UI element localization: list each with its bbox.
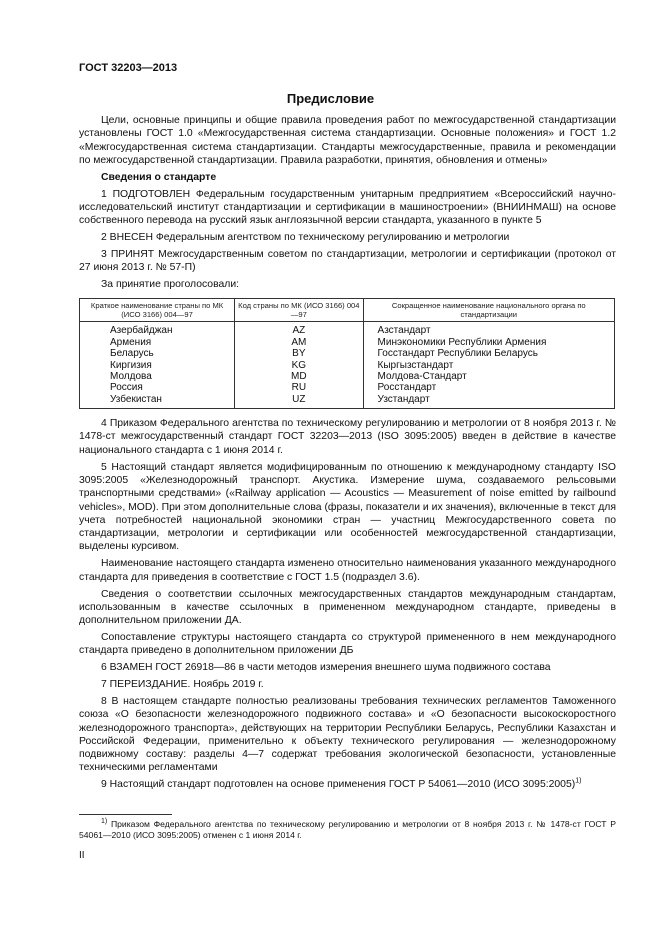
table-row	[80, 371, 615, 382]
country-cell: Молдова	[80, 371, 235, 382]
footnote-mark: 1)	[101, 818, 108, 826]
document-code-header: ГОСТ 32203—2013	[79, 62, 178, 74]
footnote-reference[interactable]: 1)	[575, 777, 582, 785]
table-row	[80, 348, 615, 359]
country-cell: Киргизия	[80, 360, 235, 371]
table-row	[80, 394, 615, 409]
table-header-code: Код страны по МК (ИСО 3166) 004—97	[235, 298, 363, 322]
code-cell: UZ	[235, 394, 363, 409]
item-8: 8 В настоящем стандарте полностью реализованы требования технических регламентов Таможенного союза «О безопасности железнодорожного подвижного состава» и «О безопасности высокоскоростного железнодорожного транспорта», действующих на территории Республики Беларусь, Республики Казахстан и Российской Федерации, применительно к объекту технического регулирования — железнодорожному подвижному составу: разделы 4—7 содержат требования экологической безопасности, установленные техническими регламентами	[79, 695, 616, 774]
country-cell: Беларусь	[80, 348, 235, 359]
voting-table	[79, 298, 615, 410]
table-row	[80, 360, 615, 371]
item-4: 4 Приказом Федерального агентства по техническому регулированию и метрологии от 8 ноября 2013 г. № 1478-ст межгосударственный стандарт ГОСТ 32203—2013 (ISO 3095:2005) введен в действие в качестве национального стандарта с 1 июня 2014 г.	[79, 418, 616, 456]
code-cell: AZ	[235, 322, 363, 337]
code-cell: AM	[235, 337, 363, 348]
table-header-country: Краткое наименование страны по МК (ИСО 3166) 004—97	[80, 298, 235, 322]
item-1: 1 ПОДГОТОВЛЕН Федеральным государственным унитарным предприятием «Всероссийский научно-исследовательский институт стандартизации и сертификации в машиностроении» (ВНИИНМАШ) на основе собственного перевода на русский язык англоязычной версии стандарта, указанного в пункте 5	[79, 188, 616, 227]
page-title: Предисловие	[286, 91, 375, 106]
table-row	[80, 337, 615, 348]
page-number: II	[79, 850, 85, 861]
code-cell: KG	[235, 360, 363, 371]
item-3: 3 ПРИНЯТ Межгосударственным советом по стандартизации, метрологии и сертификации (протокол от 27 июня 2013 г. № 57-П)	[79, 249, 616, 274]
vote-label: За принятие проголосовали:	[101, 279, 240, 291]
item-5-references-note: Сведения о соответствии ссылочных межгосударственных стандартов международным стандартам, использованным в качестве ссылочных в примененном международном стандарте, приведены в дополнительном приложении ДА.	[79, 588, 616, 627]
body-cell: Минэкономики Республики Армения	[363, 337, 614, 348]
item-6: 6 ВЗАМЕН ГОСТ 26918—86 в части методов измерения внешнего шума подвижного состава	[101, 662, 551, 674]
body-cell: Азстандарт	[363, 322, 614, 337]
item-5-structure-note: Сопоставление структуры настоящего стандарта со структурой примененного в нем международного стандарта приведено в дополнительном приложении ДБ	[79, 632, 616, 657]
country-cell: Армения	[80, 337, 235, 348]
item-7: 7 ПЕРЕИЗДАНИЕ. Ноябрь 2019 г.	[101, 679, 264, 691]
footnote	[79, 819, 616, 841]
table-row	[80, 382, 615, 393]
body-cell: Молдова-Стандарт	[363, 371, 614, 382]
item-2: 2 ВНЕСЕН Федеральным агентством по техническому регулированию и метрологии	[101, 232, 510, 244]
intro-paragraph: Цели, основные принципы и общие правила проведения работ по межгосударственной стандартизации установлены ГОСТ 1.0 «Межгосударственная система стандартизации. Основные положения» и ГОСТ 1.2 «Межгосударственная система стандартизации. Стандарты межгосударственные, правила и рекомендации по межгосударственной стандартизации. Правила разработки, принятия, обновления и отмены»	[79, 115, 616, 166]
footnote-text: Приказом Федерального агентства по техническому регулированию и метрологии от 8 ноября 2013 г. № 1478-ст ГОСТ Р 54061—2010 (ИСО 3095:2005) отменен с 1 июня 2014 г.	[79, 819, 616, 840]
item-5: 5 Настоящий стандарт является модифицированным по отношению к международному стандарту ISO 3095:2005 «Железнодорожный транспорт. Акустика. Измерение шума, создаваемого рельсовыми транспортными средствами» («Railway application — Acoustics — Measurement of noise emitted by railbound vehicles», MOD). При этом дополнительные слова (фразы, показатели и их значения), включенные в текст для учета потребностей национальной экономики стран — участниц Межгосударственного совета по стандартизации, метрологии и сертификации или особенностей межгосударственной стандартизации, выделены курсивом.	[79, 461, 616, 553]
section-title: Сведения о стандарте	[101, 171, 217, 183]
table-header-body: Сокращенное наименование национального органа по стандартизации	[363, 298, 614, 322]
body-cell: Госстандарт Республики Беларусь	[363, 348, 614, 359]
code-cell: MD	[235, 371, 363, 382]
country-cell: Россия	[80, 382, 235, 393]
code-cell: BY	[235, 348, 363, 359]
item-9	[79, 778, 616, 791]
code-cell: RU	[235, 382, 363, 393]
item-9-text: 9 Настоящий стандарт подготовлен на основе применения ГОСТ Р 54061—2010 (ИСО 3095:2005)	[101, 779, 576, 791]
footnote-divider	[79, 814, 172, 815]
table-row	[80, 322, 615, 337]
body-cell: Узстандарт	[363, 394, 614, 409]
item-5-title-note: Наименование настоящего стандарта изменено относительно наименования указанного международного стандарта для приведения в соответствие с ГОСТ 1.5 (подраздел 3.6).	[79, 558, 616, 583]
country-cell: Узбекистан	[80, 394, 235, 409]
country-cell: Азербайджан	[80, 322, 235, 337]
body-cell: Кыргызстандарт	[363, 360, 614, 371]
preface-body	[79, 114, 616, 795]
body-cell: Росстандарт	[363, 382, 614, 393]
